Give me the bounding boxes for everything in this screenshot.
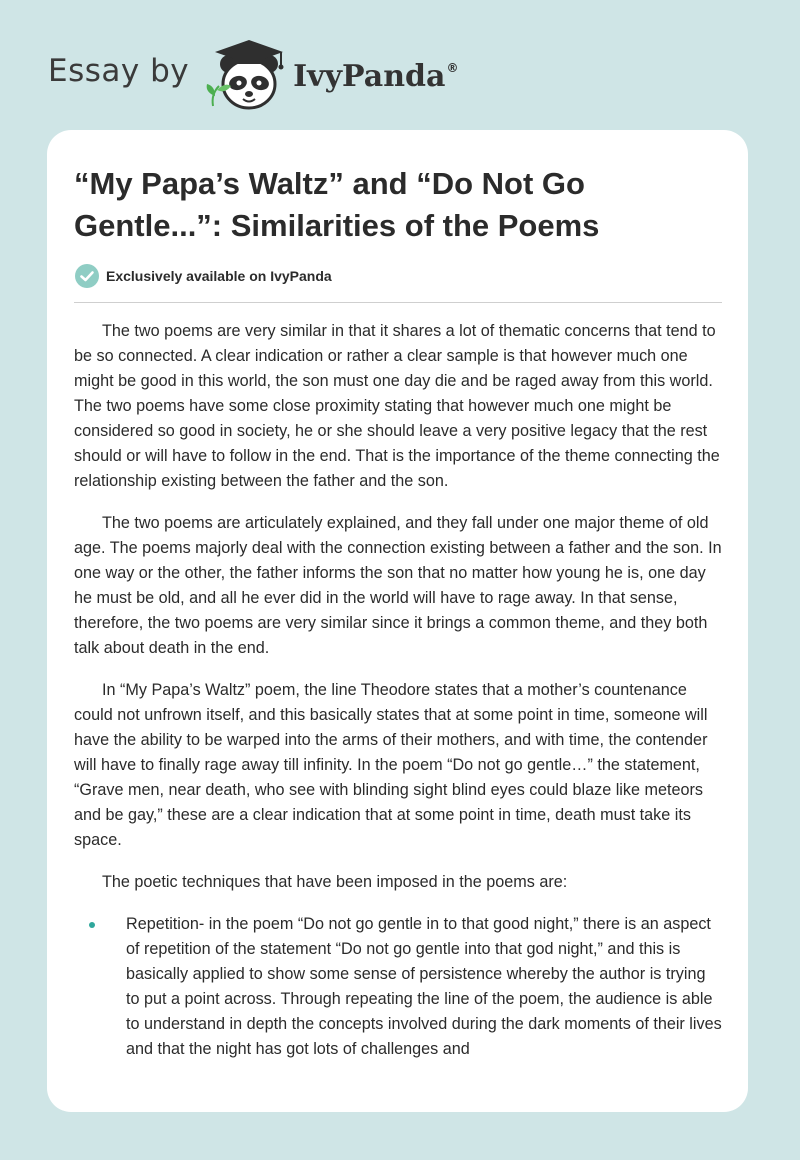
list-item <box>74 912 722 1062</box>
page-title: “My Papa’s Waltz” and “Do Not Go Gentle...”: Similarities of the Poems <box>74 166 600 243</box>
exclusive-badge <box>74 263 332 289</box>
site-header-brand[interactable] <box>48 34 458 114</box>
paragraph: The two poems are articulately explained, and they fall under one major theme of old age. The poems majorly deal with the connection existing between a father and the son. In one way or the other, the father informs the son that no matter how young he is, one day he must be old, and all he ever did in the world will have to rage away. In that sense, therefore, the two poems are very similar since it brings a common theme, and they both talk about death in the end. <box>74 514 722 657</box>
panda-graduate-icon <box>201 34 297 114</box>
registered-mark: ® <box>446 60 459 75</box>
exclusive-badge-label: Exclusively available on IvyPanda <box>106 268 332 284</box>
brand-name: IvyPanda® <box>293 58 459 94</box>
paragraph: The poetic techniques that have been imposed in the poems are: <box>102 873 568 891</box>
check-circle-icon <box>74 263 100 289</box>
brand-prefix: Essay by <box>48 53 190 89</box>
paragraph: In “My Papa’s Waltz” poem, the line Theodore states that a mother’s countenance could not unfrown itself, and this basically states that at some point in time, someone will have the ability to be warped into the arms of their mothers, and with time, the contender will have to finally rage away till infinity. In the poem “Do not go gentle…” the statement, “Grave men, near death, who see with blinding sight blind eyes could blaze like meteors and be gay,” these are a clear indication that at some point in time, death must take its space. <box>74 681 708 849</box>
list-item-text: Repetition- in the poem “Do not go gentle in to that good night,” there is an aspect of repetition of the statement “Do not go gentle into that god night,” and this is basically applied to show some sense of persistence whereby the author is trying to put a point across. Through repeating the line of the poem, the audience is able to understand in depth the concepts involved during the dark moments of their lives and that the night has got lots of challenges and <box>126 915 722 1058</box>
essay-body <box>74 319 722 1062</box>
essay-card <box>47 130 748 1112</box>
divider <box>74 302 722 303</box>
paragraph: The two poems are very similar in that it shares a lot of thematic concerns that tend to be so connected. A clear indication or rather a clear sample is that however much one might be good in this world, the son must one day die and be raged away from this world. The two poems have some close proximity stating that however much one might be considered so good in society, he or she should leave a very positive legacy that the rest should or will have to follow in the end. That is the importance of the theme connecting the relationship existing between the father and the son. <box>74 322 720 490</box>
bullet-dot-icon <box>74 912 126 1062</box>
